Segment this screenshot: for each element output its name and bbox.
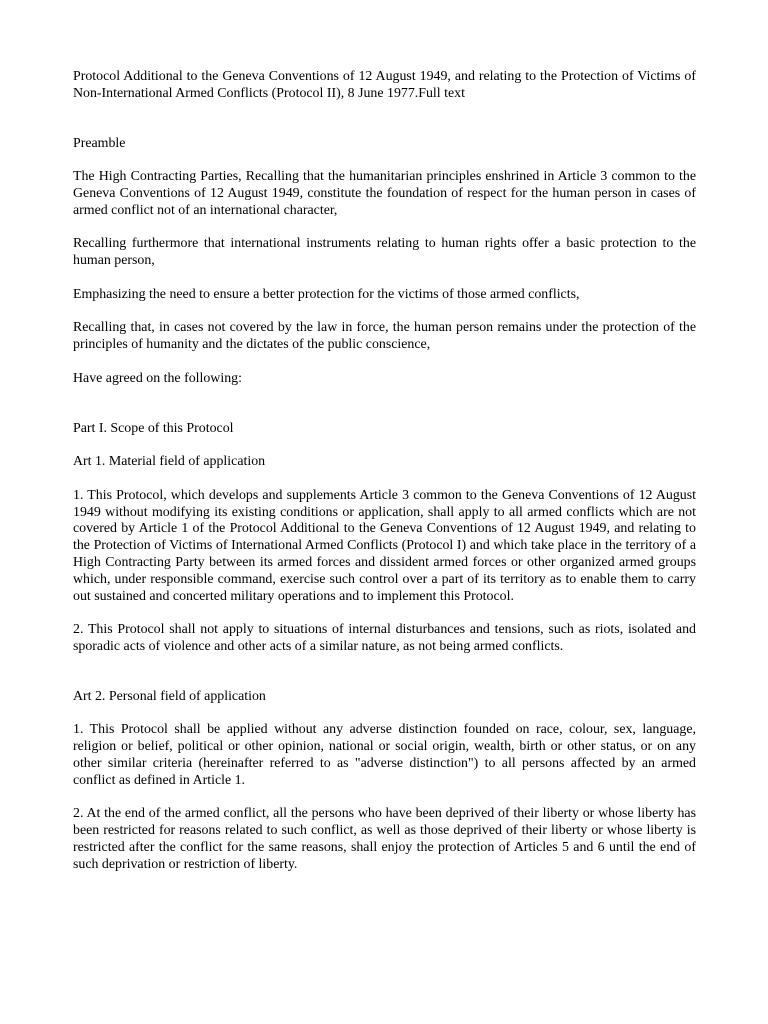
part1-heading: Part I. Scope of this Protocol bbox=[73, 420, 234, 436]
article1-paragraph: 2. This Protocol shall not apply to situations of internal disturbances and tensions, such as riots, isolated and sporadic acts of violence and other acts of a similar nature, as not being armed conflicts. bbox=[73, 622, 696, 654]
preamble-paragraph: Recalling that, in cases not covered by the law in force, the human person remains under the protection of the principles of humanity and the dictates of the public conscience, bbox=[73, 320, 696, 353]
article1-heading: Art 1. Material field of application bbox=[73, 454, 266, 470]
article2-paragraph: 2. At the end of the armed conflict, all the persons who have been deprived of their liberty or whose liberty has been restricted for reasons related to such conflict, as well as those deprived of their liberty or whose liberty is restricted after the conflict for the same reasons, shall enjoy the protection of Articles 5 and 6 until the end of such deprivation or restriction of liberty. bbox=[73, 806, 696, 872]
document-page bbox=[73, 69, 696, 873]
article2-heading: Art 2. Personal field of application bbox=[73, 688, 266, 704]
preamble-paragraph: Recalling furthermore that international instruments relating to human rights offer a basic protection to the human person, bbox=[73, 236, 696, 269]
document-title: Protocol Additional to the Geneva Conventions of 12 August 1949, and relating to the Protection of Victims of Non-International Armed Conflicts (Protocol II), 8 June 1977.Full text bbox=[73, 69, 696, 101]
article2-paragraph: 1. This Protocol shall be applied without any adverse distinction founded on race, colour, sex, language, religion or belief, political or other opinion, national or social origin, wealth, birth or other status, or on any other similar criteria (hereinafter referred to as "adverse distinction") to all persons affected by an armed conflict as defined in Article 1. bbox=[73, 722, 696, 788]
article1-paragraph: 1. This Protocol, which develops and supplements Article 3 common to the Geneva Conventions of 12 August 1949 without modifying its existing conditions or application, shall apply to all armed conflicts which are not covered by Article 1 of the Protocol Additional to the Geneva Conventions of 12 August 1949, and relating to the Protection of Victims of International Armed Conflicts (Protocol I) and which take place in the territory of a High Contracting Party between its armed forces and dissident armed forces or other organized armed groups which, under responsible command, exercise such control over a part of its territory as to enable them to carry out sustained and concerted military operations and to implement this Protocol. bbox=[73, 487, 696, 604]
preamble-paragraph: The High Contracting Parties, Recalling that the humanitarian principles enshrined in Article 3 common to the Geneva Conventions of 12 August 1949, constitute the foundation of respect for the human person in cases of armed conflict not of an international character, bbox=[73, 169, 696, 218]
preamble-paragraph: Emphasizing the need to ensure a better protection for the victims of those armed conflicts, bbox=[73, 286, 580, 302]
preamble-paragraph: Have agreed on the following: bbox=[73, 370, 242, 386]
preamble-heading: Preamble bbox=[73, 135, 126, 151]
